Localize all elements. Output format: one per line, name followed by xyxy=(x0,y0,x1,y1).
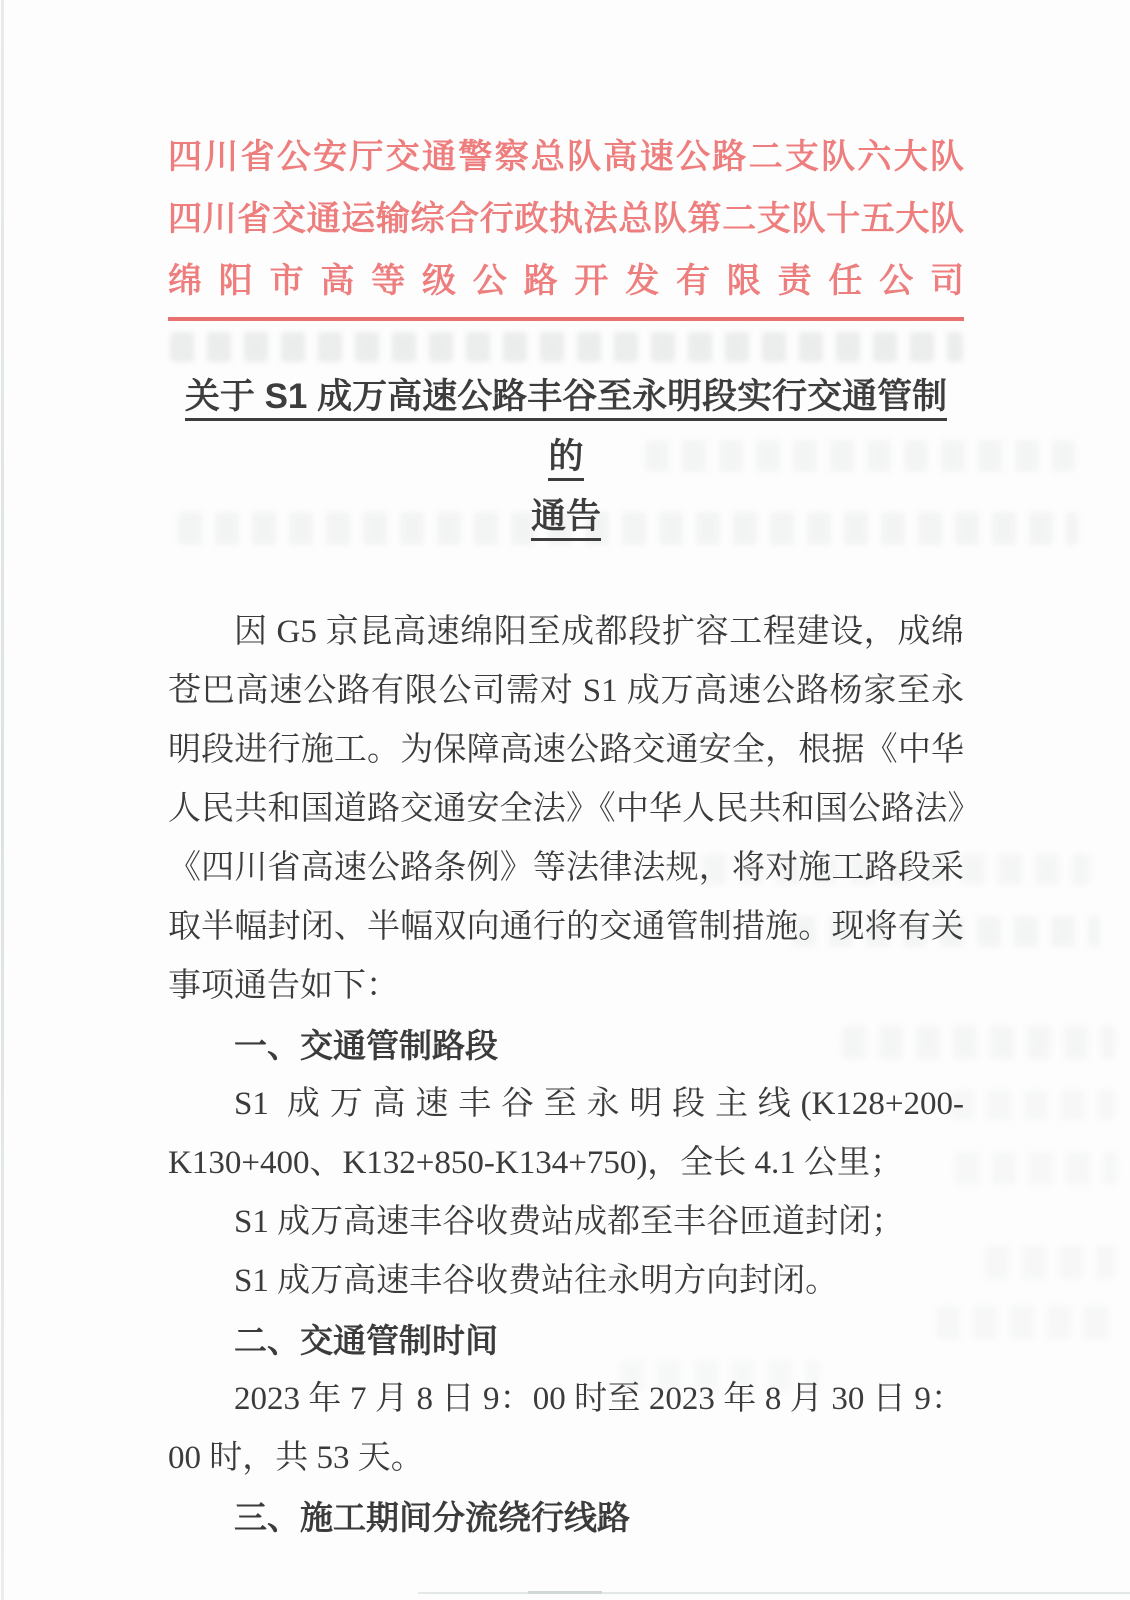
issuing-authorities xyxy=(168,126,964,321)
document-content xyxy=(168,0,964,1547)
title-line-1-text: 关于 S1 成万高速公路丰谷至永明段实行交通管制的 xyxy=(185,377,947,481)
red-divider-rule xyxy=(168,317,964,321)
section-1-heading: 一、交通管制路段 xyxy=(234,1027,498,1064)
notice-body xyxy=(168,603,964,1547)
authority-line-2: 四川省交通运输综合行政执法总队第二支队十五大队 xyxy=(168,200,964,238)
section-1-paragraph-2: S1 成万高速丰谷收费站成都至丰谷匝道封闭； xyxy=(234,1204,905,1240)
bleed-through-artifact xyxy=(955,1152,1117,1185)
document-title xyxy=(168,367,964,547)
scan-edge-artifact-bottom-dark xyxy=(528,1591,602,1594)
section-1-paragraph-3: S1 成万高速丰谷收费站往永明方向封闭。 xyxy=(234,1263,839,1299)
section-2-heading: 二、交通管制时间 xyxy=(234,1322,498,1359)
bleed-through-artifact xyxy=(985,1246,1115,1279)
section-2-paragraph-1: 2023 年 7 月 8 日 9：00 时至 2023 年 8 月 30 日 9：00 时，共 53 天。 xyxy=(168,1381,964,1476)
bleed-through-artifact xyxy=(950,1090,1115,1120)
title-line-2-text: 通告 xyxy=(531,497,601,541)
authority-line-1: 四川省公安厅交通警察总队高速公路二支队六大队 xyxy=(168,138,964,176)
scan-edge-artifact-left xyxy=(1,0,4,1600)
intro-paragraph: 因 G5 京昆高速绵阳至成都段扩容工程建设，成绵苍巴高速公路有限公司需对 S1 成万高速公路杨家至永明段进行施工。为保障高速公路交通安全，根据《中华人民共和国道路交通安全法》《中华人民共和国公路法》《四川省高速公路条例》等法律法规，将对施工路段采取半幅封闭、半幅双向通行的交通管制措施。现将有关事项通告如下： xyxy=(168,614,964,1004)
section-1-paragraph-1: S1 成万高速丰谷至永明段主线(K128+200-K130+400、K132+850-K134+750)，全长 4.1 公里； xyxy=(168,1086,964,1181)
title-line-1 xyxy=(168,367,964,487)
scan-edge-artifact-bottom xyxy=(418,1592,1130,1594)
section-3-heading: 三、施工期间分流绕行线路 xyxy=(234,1499,630,1536)
title-line-2 xyxy=(168,487,964,547)
authority-line-3: 绵阳市高等级公路开发有限责任公司 xyxy=(168,262,964,300)
